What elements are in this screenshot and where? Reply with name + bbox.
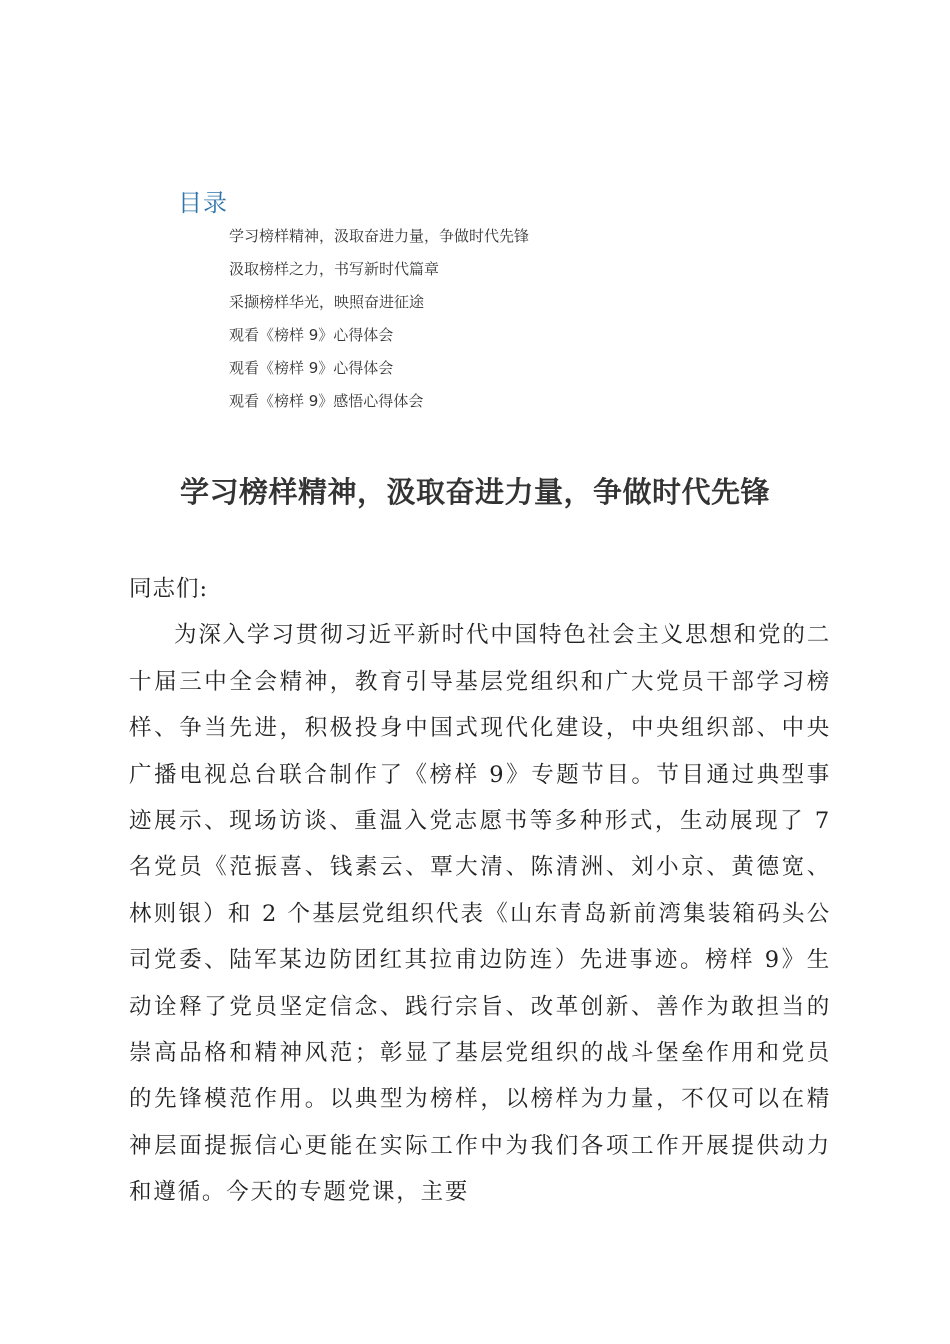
toc-item[interactable]: 观看《榜样 9》感悟心得体会 xyxy=(229,392,424,410)
article-body xyxy=(129,566,831,1216)
toc-item[interactable]: 观看《榜样 9》心得体会 xyxy=(229,359,394,377)
body-paragraph: 为深入学习贯彻习近平新时代中国特色社会主义思想和党的二十届三中全会精神，教育引导基层党组织和广大党员干部学习榜样、争当先进，积极投身中国式现代化建设，中央组织部、中央广播电视总台联合制作了《榜样 9》专题节目。节目通过典型事迹展示、现场访谈、重温入党志愿书等多种形式，生动展现了 7 名党员《范振喜、钱素云、覃大清、陈清洲、刘小京、黄德宽、林则银）和 2 个基层党组织代表《山东青岛新前湾集装箱码头公司党委、陆军某边防团红其拉甫边防连）先进事迹。榜样 9》生动诠释了党员坚定信念、践行宗旨、改革创新、善作为敢担当的崇高品格和精神风范；彰显了基层党组织的战斗堡垒作用和党员的先锋模范作用。以典型为榜样，以榜样为力量，不仅可以在精神层面提振信心更能在实际工作中为我们各项工作开展提供动力和遵循。今天的专题党课，主要 xyxy=(129,622,831,1206)
toc-item[interactable]: 汲取榜样之力，书写新时代篇章 xyxy=(229,260,440,278)
salutation: 同志们: xyxy=(129,576,209,602)
toc-item[interactable]: 学习榜样精神，汲取奋进力量，争做时代先锋 xyxy=(229,227,530,245)
toc-heading: 目录 xyxy=(178,189,228,217)
toc-item[interactable]: 采撷榜样华光，映照奋进征途 xyxy=(229,293,425,311)
toc-list xyxy=(229,224,529,422)
toc-item[interactable]: 观看《榜样 9》心得体会 xyxy=(229,326,394,344)
article-title: 学习榜样精神，汲取奋进力量，争做时代先锋 xyxy=(179,475,770,509)
